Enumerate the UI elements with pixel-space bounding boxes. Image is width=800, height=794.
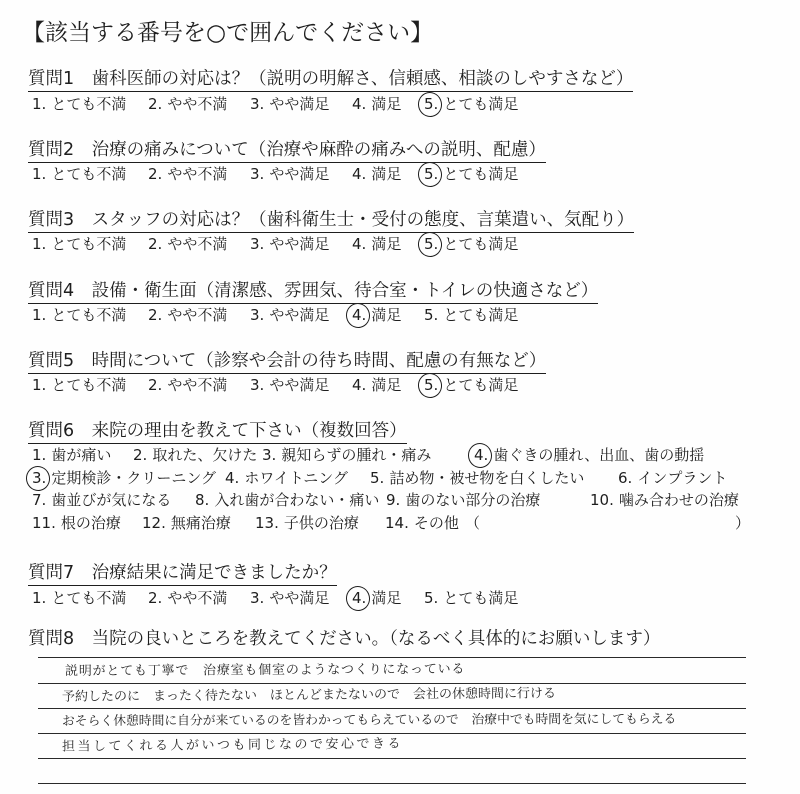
option-number: 10.: [590, 491, 614, 509]
option-label: やや不満: [167, 165, 228, 183]
question-6-option: [32, 445, 111, 465]
question-4-option-3: [250, 305, 329, 325]
option-label: その他: [413, 514, 459, 532]
option-label: やや不満: [167, 376, 228, 394]
option-number: 6.: [618, 469, 633, 487]
question-2-option-4: [352, 164, 401, 184]
question-6-heading: 質問6 来院の理由を教えて下さい（複数回答）: [28, 420, 407, 444]
option-label: 親知らずの腫れ・痛み: [281, 446, 432, 464]
option-number: 1.: [32, 165, 47, 183]
option-label: インプラント: [637, 469, 728, 487]
option-label: とても満足: [443, 376, 519, 394]
option-label: 満足: [371, 376, 402, 394]
option-label: 無痛治療: [170, 514, 231, 532]
question-7-option-3: [250, 588, 329, 608]
question-2-option-1: [32, 164, 126, 184]
question-6-options-row-2: [0, 468, 800, 488]
question-3-option-2: [148, 234, 227, 254]
option-number: 3.: [32, 469, 47, 487]
option-label: 詰め物・被せ物を白くしたい: [389, 469, 585, 487]
option-number: 3.: [262, 446, 277, 464]
question-4-options: [0, 305, 800, 325]
question-6-options-row-1: [0, 445, 800, 465]
option-number: 2.: [148, 376, 163, 394]
question-6-option: [385, 513, 459, 533]
option-label: やや不満: [167, 95, 228, 113]
option-number: 4.: [474, 446, 489, 464]
option-label: とても満足: [443, 95, 519, 113]
question-7-option-1: [32, 588, 126, 608]
option-label: 歯並びが気になる: [51, 491, 172, 509]
question-4-heading: 質問4 設備・衛生面（清潔感、雰囲気、待合室・トイレの快適さなど）: [28, 280, 598, 304]
other-close-paren: ）: [735, 514, 751, 532]
option-label: とても満足: [443, 306, 519, 324]
option-number: 5.: [424, 235, 439, 253]
option-number: 1.: [32, 235, 47, 253]
handwritten-answer-line-3: おそらく休憩時間に自分が来ているのを皆わかってもらえているので 治療中でも時間を気にしてもらえる: [61, 711, 677, 730]
option-number: 5.: [424, 376, 439, 394]
option-label: 満足: [371, 589, 402, 607]
option-label: やや満足: [269, 165, 330, 183]
question-6-option: [370, 468, 584, 488]
option-number: 2.: [148, 306, 163, 324]
option-number: 2.: [148, 165, 163, 183]
question-6-option: [133, 445, 257, 465]
question-6-option: [195, 490, 379, 510]
option-label: やや満足: [269, 95, 330, 113]
option-number: 1.: [32, 446, 47, 464]
question-5-option-4: [352, 375, 401, 395]
option-label: 満足: [371, 165, 402, 183]
question-2-options: [0, 164, 800, 184]
answer-rule: [38, 758, 746, 759]
option-label: とても満足: [443, 165, 519, 183]
question-2-option-3: [250, 164, 329, 184]
option-number: 1.: [32, 306, 47, 324]
option-number: 7.: [32, 491, 47, 509]
option-number: 4.: [225, 469, 240, 487]
option-number: 2.: [148, 235, 163, 253]
question-1-options: [0, 94, 800, 114]
option-label: 歯ぐきの腫れ、出血、歯の動揺: [493, 446, 705, 464]
option-label: やや満足: [269, 306, 330, 324]
option-number: 3.: [250, 306, 265, 324]
option-number: 11.: [32, 514, 56, 532]
option-number: 9.: [386, 491, 401, 509]
handwritten-answer-line-4: 担当してくれる人がいつも同じなので安心できる: [61, 736, 404, 755]
option-label: 根の治療: [60, 514, 121, 532]
option-number: 4.: [352, 589, 367, 607]
question-3-heading: 質問3 スタッフの対応は？（歯科衛生士・受付の態度、言葉遣い、気配り）: [28, 209, 634, 233]
question-7-heading: 質問7 治療結果に満足できましたか？: [28, 562, 337, 586]
option-number: 5.: [424, 589, 439, 607]
option-label: やや不満: [167, 589, 228, 607]
option-label: とても満足: [443, 235, 519, 253]
option-number: 1.: [32, 376, 47, 394]
question-5-option-2: [148, 375, 227, 395]
answer-rule: [38, 733, 746, 734]
question-7-option-2: [148, 588, 227, 608]
question-7-options: [0, 588, 800, 608]
answer-rule: [38, 683, 746, 684]
option-label: やや満足: [269, 376, 330, 394]
question-3-option-5: [424, 234, 518, 254]
question-2-option-5: [424, 164, 518, 184]
question-5-option-1: [32, 375, 126, 395]
option-number: 2.: [148, 589, 163, 607]
option-label: とても不満: [51, 306, 127, 324]
option-number: 5.: [424, 95, 439, 113]
option-label: 取れた、欠けた: [152, 446, 258, 464]
option-number: 3.: [250, 589, 265, 607]
option-number: 2.: [148, 95, 163, 113]
option-label: 子供の治療: [283, 514, 359, 532]
question-6-option: [255, 513, 359, 533]
option-label: やや不満: [167, 306, 228, 324]
question-1-heading: 質問1 歯科医師の対応は？（説明の明解さ、信頼感、相談のしやすさなど）: [28, 68, 633, 92]
option-label: とても満足: [443, 589, 519, 607]
option-number: 4.: [352, 376, 367, 394]
question-5-option-5: [424, 375, 518, 395]
option-number: 4.: [352, 165, 367, 183]
question-8-heading: 質問8 当院の良いところを教えてください。（なるべく具体的にお願いします）: [28, 629, 661, 649]
answer-rule: [38, 708, 746, 709]
question-6-option: [32, 468, 216, 488]
answer-rule: [38, 783, 746, 784]
question-4-option-5: [424, 305, 518, 325]
option-number: 5.: [424, 165, 439, 183]
question-7-option-5: [424, 588, 518, 608]
question-4-option-1: [32, 305, 126, 325]
option-number: 1.: [32, 589, 47, 607]
option-label: やや満足: [269, 589, 330, 607]
question-6-options-row-4: [0, 513, 800, 533]
question-5-option-3: [250, 375, 329, 395]
question-7-option-4: [352, 588, 401, 608]
question-6-option: [32, 513, 121, 533]
option-label: 入れ歯が合わない・痛い: [214, 491, 380, 509]
question-1-option-1: [32, 94, 126, 114]
option-number: 5.: [424, 306, 439, 324]
option-number: 2.: [133, 446, 148, 464]
question-5-options: [0, 375, 800, 395]
question-6-option: [474, 445, 704, 465]
option-label: やや不満: [167, 235, 228, 253]
question-1-option-5: [424, 94, 518, 114]
option-number: 12.: [142, 514, 166, 532]
question-1-option-3: [250, 94, 329, 114]
question-6-options-row-3: [0, 490, 800, 510]
question-4-option-2: [148, 305, 227, 325]
question-3-option-1: [32, 234, 126, 254]
question-4-option-4: [352, 305, 401, 325]
option-number: 4.: [352, 235, 367, 253]
option-label: とても不満: [51, 235, 127, 253]
question-6-option: [590, 490, 739, 510]
question-6-option: [225, 468, 348, 488]
page-title: 【該当する番号を○で囲んでください】: [22, 20, 434, 46]
option-label: ホワイトニング: [244, 469, 348, 487]
option-label: 噛み合わせの治療: [618, 491, 739, 509]
other-open-paren: （: [465, 514, 481, 532]
question-5-heading: 質問5 時間について（診察や会計の待ち時間、配慮の有無など）: [28, 350, 546, 374]
question-1-option-2: [148, 94, 227, 114]
handwritten-answer-line-1: 説明がとても丁寧で 治療室も個室のようなつくりになっている: [64, 661, 466, 680]
option-label: 満足: [371, 95, 402, 113]
option-number: 3.: [250, 165, 265, 183]
option-number: 3.: [250, 376, 265, 394]
question-2-heading: 質問2 治療の痛みについて（治療や麻酔の痛みへの説明、配慮）: [28, 139, 546, 163]
question-6-option: [262, 445, 431, 465]
question-3-option-4: [352, 234, 401, 254]
question-6-option: [32, 490, 171, 510]
option-number: 1.: [32, 95, 47, 113]
option-label: 歯が痛い: [51, 446, 112, 464]
option-number: 13.: [255, 514, 279, 532]
option-number: 4.: [352, 95, 367, 113]
option-number: 4.: [352, 306, 367, 324]
option-label: 歯のない部分の治療: [405, 491, 541, 509]
option-label: とても不満: [51, 165, 127, 183]
option-label: 満足: [371, 235, 402, 253]
option-label: 満足: [371, 306, 402, 324]
question-3-option-3: [250, 234, 329, 254]
option-number: 14.: [385, 514, 409, 532]
question-1-option-4: [352, 94, 401, 114]
option-number: 3.: [250, 95, 265, 113]
option-label: とても不満: [51, 376, 127, 394]
question-3-options: [0, 234, 800, 254]
option-label: とても不満: [51, 589, 127, 607]
option-number: 3.: [250, 235, 265, 253]
answer-rule: [38, 657, 746, 658]
option-number: 5.: [370, 469, 385, 487]
question-6-option: [618, 468, 727, 488]
option-number: 8.: [195, 491, 210, 509]
option-label: とても不満: [51, 95, 127, 113]
question-6-option: [142, 513, 231, 533]
option-label: 定期検診・クリーニング: [51, 469, 217, 487]
option-label: やや満足: [269, 235, 330, 253]
question-2-option-2: [148, 164, 227, 184]
question-6-option: [386, 490, 540, 510]
handwritten-answer-line-2: 予約したのに まったく待たない ほとんどまたないので 会社の休憩時間に行ける: [61, 686, 557, 705]
